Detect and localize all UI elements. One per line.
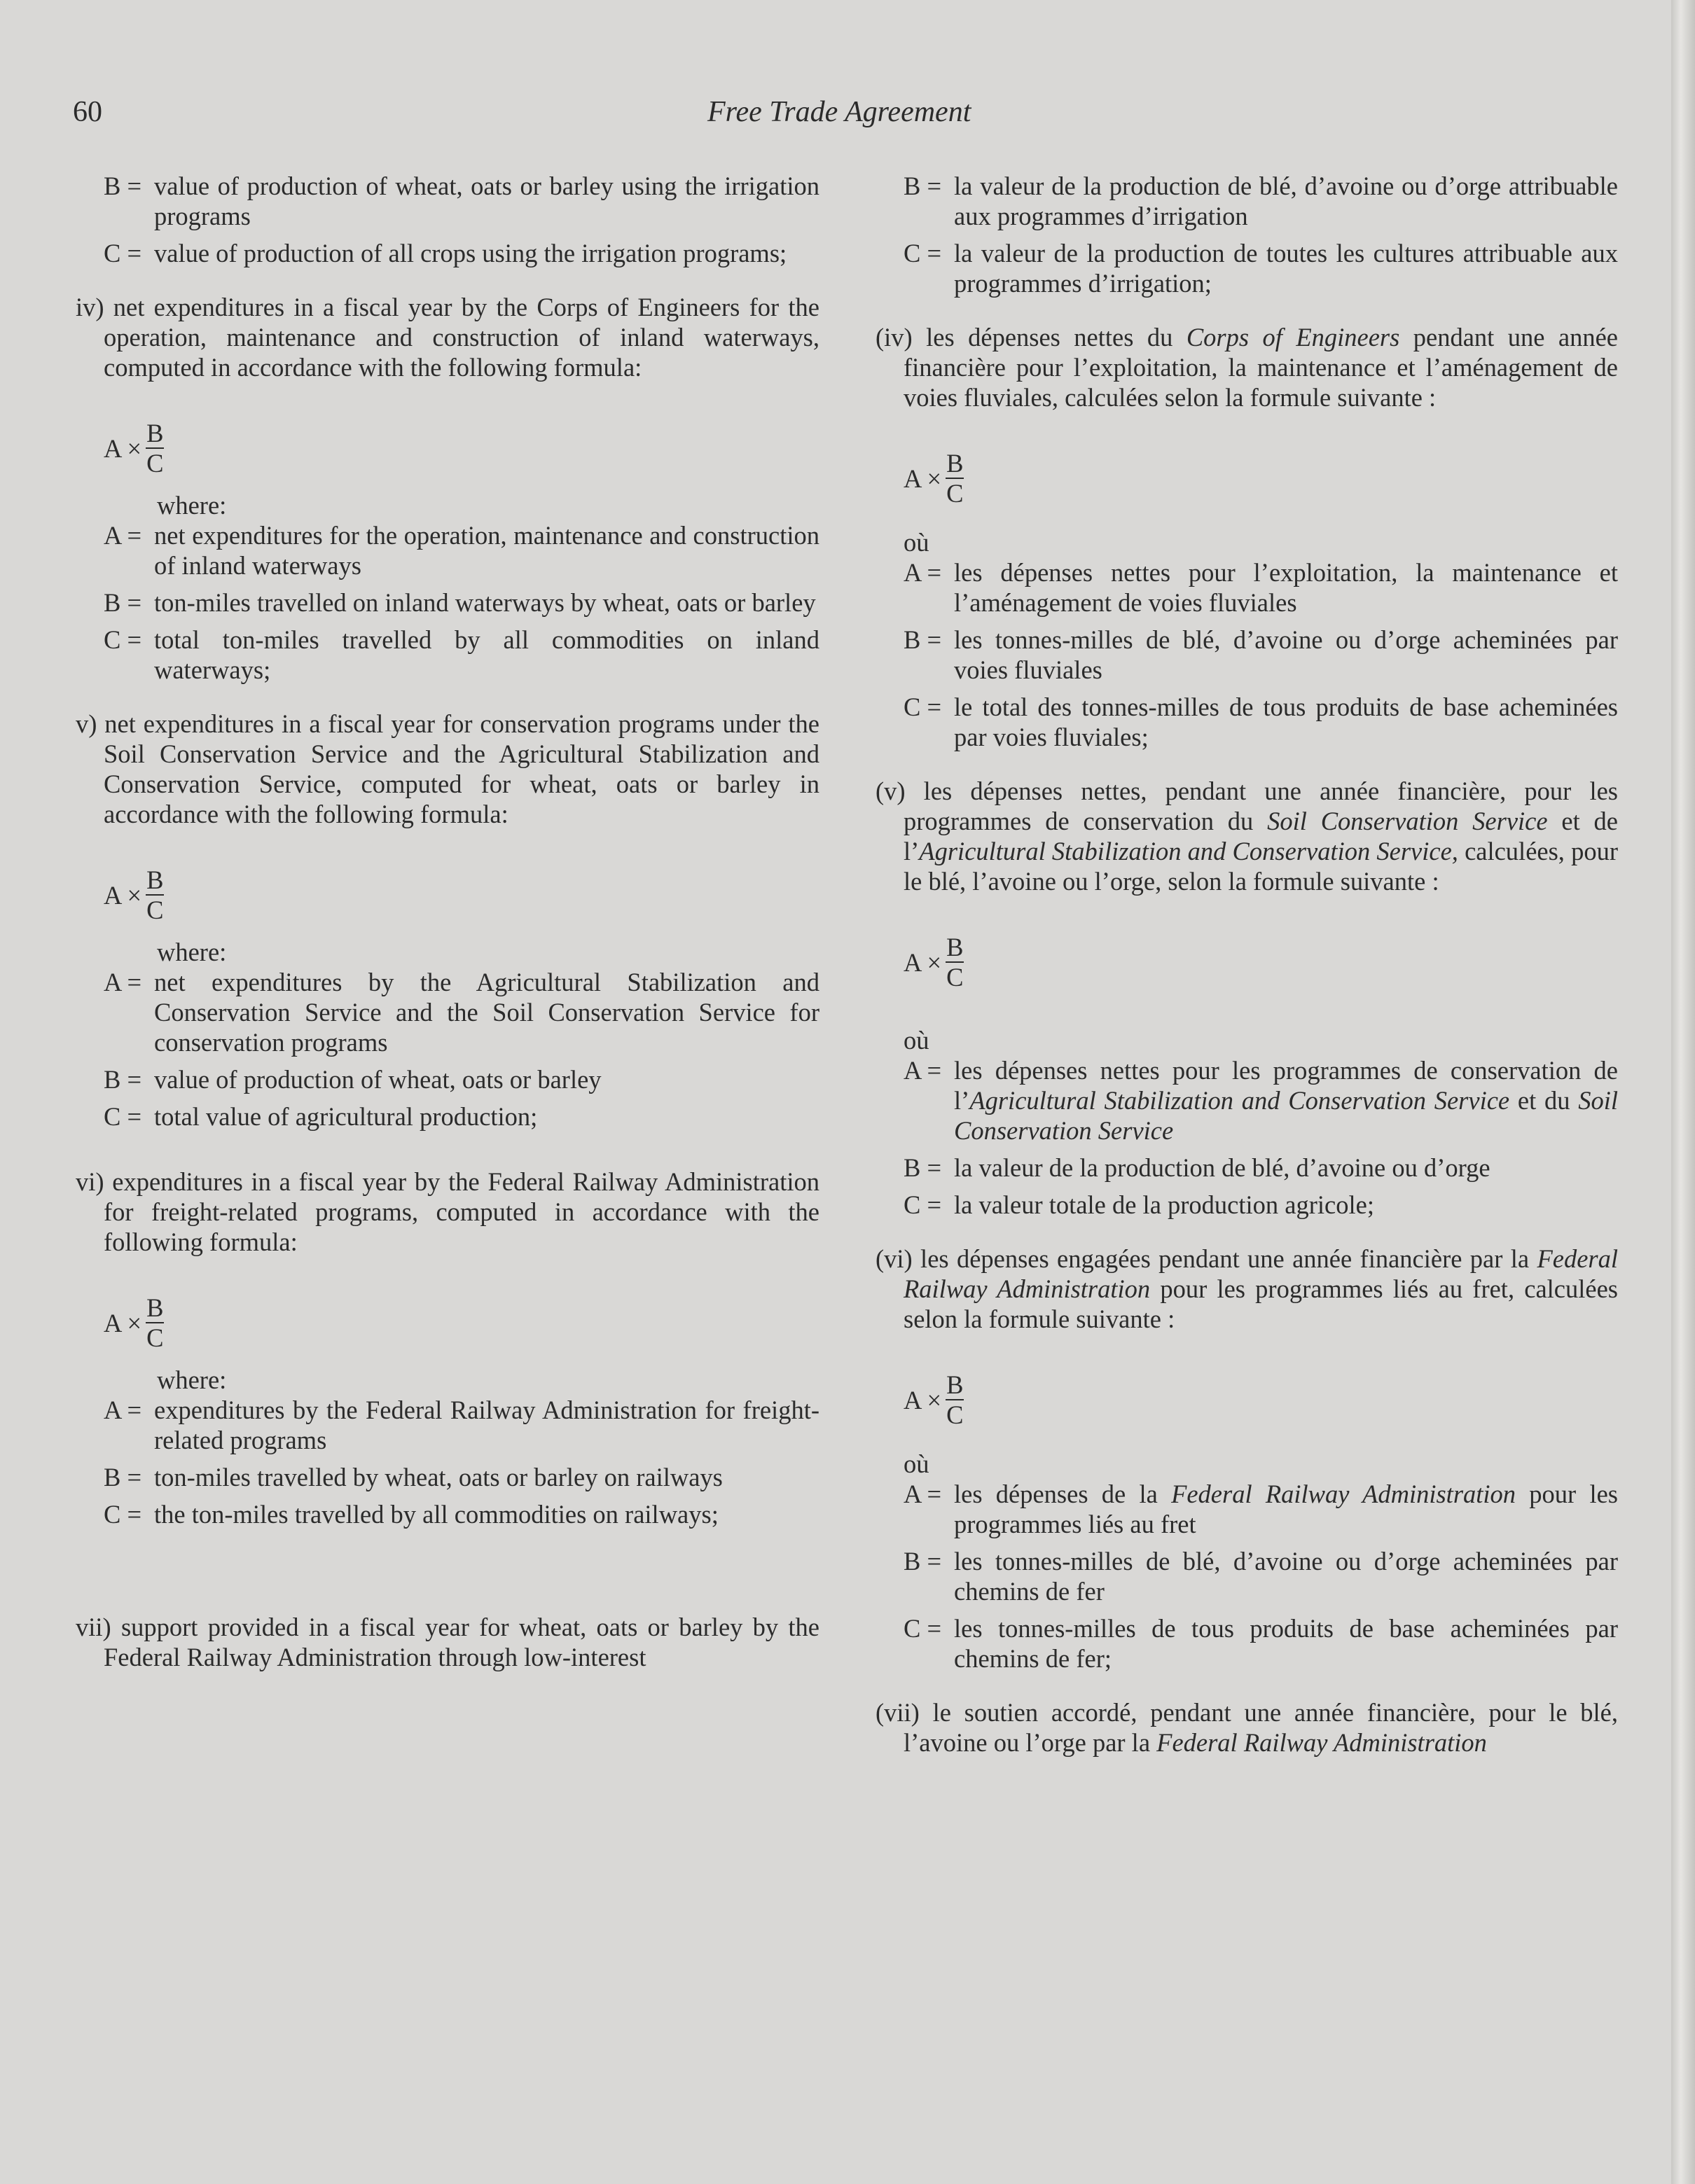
definition-c: C = le total des tonnes-milles de tous produits de base acheminées par voies fluviales; — [904, 693, 1618, 751]
running-title: Free Trade Agreement — [707, 96, 971, 128]
definition-c: C = total ton-miles travelled by all commodities on inland waterways; — [104, 625, 819, 684]
definition-b: B = les tonnes-milles de blé, d’avoine ou d’orge acheminées par voies fluviales — [904, 625, 1618, 684]
page-number: 60 — [73, 96, 102, 128]
clause-iv: (iv) les dépenses nettes du Corps of Engineers pendant une année financière pour l’exploitation, la maintenance et l’aménagement de voies fluviales, calculées selon la formule suivante : — [876, 323, 1618, 412]
formula: A × $\frac{B}{C}$ — [104, 865, 164, 924]
where-label: where: — [157, 491, 227, 520]
where-label: where: — [157, 938, 227, 966]
where-label: où — [904, 1449, 929, 1478]
formula: A × $\frac{B}{C}$ — [104, 1293, 164, 1352]
definition-a: A = les dépenses nettes pour l’exploitation, la maintenance et l’aménagement de voies fluviales — [904, 558, 1618, 617]
clause-iv: iv) net expenditures in a fiscal year by the Corps of Engineers for the operation, maintenance and construction of inland waterways, computed in accordance with the following formula: — [76, 293, 819, 382]
definition-a: A = net expenditures for the operation, maintenance and construction of inland waterways — [104, 521, 819, 580]
definition-c: C = la valeur de la production de toutes les cultures attribuable aux programmes d’irrigation; — [904, 239, 1618, 298]
definition-c: C = les tonnes-milles de tous produits de base acheminées par chemins de fer; — [904, 1614, 1618, 1673]
definition-b: B = ton-miles travelled by wheat, oats or barley on railways — [104, 1463, 723, 1491]
definition-b: B = la valeur de la production de blé, d’avoine ou d’orge attribuable aux programmes d’irrigation — [904, 172, 1618, 230]
french-column — [876, 171, 1618, 1758]
clause-v: (v) les dépenses nettes, pendant une année financière, pour les programmes de conservation du Soil Conservation Service et de l’Agricultural Stabilization and Conservation Service, calculées, pour le blé, l’avoine ou l’orge, selon la formule suivante : — [876, 777, 1618, 896]
definition-c: C = the ton-miles travelled by all commodities on railways; — [104, 1500, 719, 1529]
clause-vii: vii) support provided in a fiscal year for wheat, oats or barley by the Federal Railway Administration through low-interest — [76, 1613, 819, 1671]
definition-a: A = expenditures by the Federal Railway Administration for freight-related programs — [104, 1396, 819, 1454]
where-label: où — [904, 1026, 929, 1055]
formula: A × $\frac{B}{C}$ — [904, 449, 964, 508]
clause-vi: (vi) les dépenses engagées pendant une année financière par la Federal Railway Administration pour les programmes liés au fret, calculées selon la formule suivante : — [876, 1244, 1618, 1333]
english-column — [76, 171, 819, 1672]
definition-c: C = value of production of all crops using the irrigation programs; — [104, 239, 787, 267]
formula: A × $\frac{B}{C}$ — [904, 933, 964, 992]
definition-b: B = la valeur de la production de blé, d’avoine ou d’orge — [904, 1153, 1490, 1182]
definition-c: C = la valeur totale de la production agricole; — [904, 1190, 1374, 1219]
clause-vii: (vii) le soutien accordé, pendant une année financière, pour le blé, l’avoine ou l’orge par la Federal Railway Administration — [876, 1698, 1618, 1757]
definition-c: C = total value of agricultural production; — [104, 1102, 538, 1131]
definition-a: A = les dépenses nettes pour les programmes de conservation de l’Agricultural Stabilization and Conservation Service et du Soil Conservation Service — [904, 1056, 1618, 1145]
definition-b: B = value of production of wheat, oats or barley — [104, 1065, 602, 1094]
page-edge — [1671, 0, 1695, 2184]
definition-a: A = les dépenses de la Federal Railway Administration pour les programmes liés au fret — [904, 1480, 1618, 1538]
where-label: where: — [157, 1365, 227, 1394]
clause-v: v) net expenditures in a fiscal year for conservation programs under the Soil Conservation Service and the Agricultural Stabilization and Conservation Service, computed for wheat, oats or barley in accordance with the following formula: — [76, 709, 819, 828]
definition-b: B = les tonnes-milles de blé, d’avoine ou d’orge acheminées par chemins de fer — [904, 1547, 1618, 1606]
where-label: où — [904, 528, 929, 557]
definition-b: B = ton-miles travelled on inland waterways by wheat, oats or barley — [104, 588, 816, 617]
formula: A × $\frac{B}{C}$ — [104, 419, 164, 478]
definition-b: B = value of production of wheat, oats or barley using the irrigation programs — [104, 172, 819, 230]
definition-a: A = net expenditures by the Agricultural Stabilization and Conservation Service and the Soil Conservation Service for conservation programs — [104, 968, 819, 1057]
clause-vi: vi) expenditures in a fiscal year by the Federal Railway Administration for freight-related programs, computed in accordance with the following formula: — [76, 1167, 819, 1256]
formula: A × $\frac{B}{C}$ — [904, 1370, 964, 1429]
